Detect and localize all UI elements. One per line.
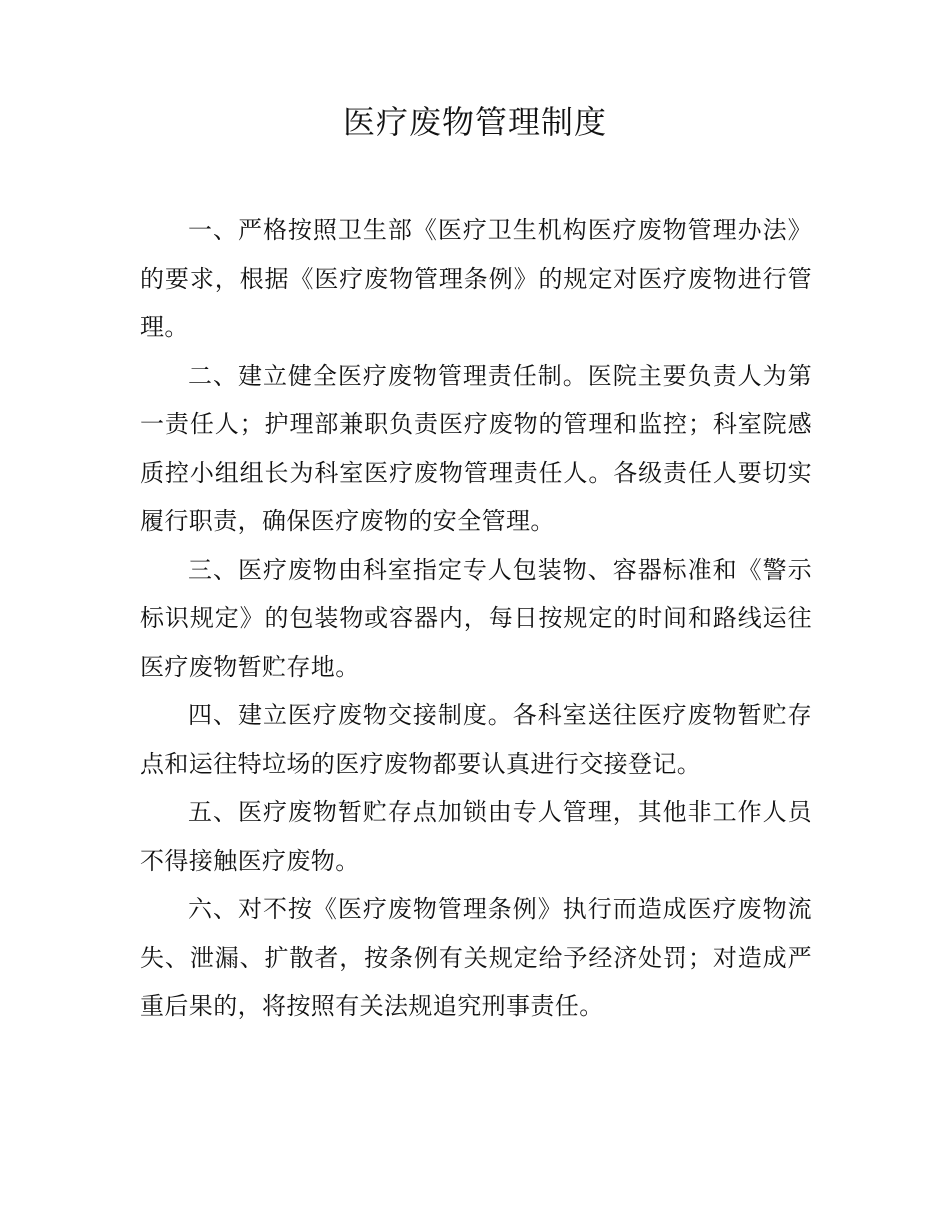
document-body [140, 206, 812, 1031]
paragraph-3: 三、医疗废物由科室指定专人包装物、容器标准和《警示标识规定》的包装物或容器内，每日按规定的时间和路线运往医疗废物暂贮存地。 [140, 555, 812, 681]
paragraph-4: 四、建立医疗废物交接制度。各科室送往医疗废物暂贮存点和运往特垃场的医疗废物都要认真进行交接登记。 [140, 701, 812, 778]
paragraph-6: 六、对不按《医疗废物管理条例》执行而造成医疗废物流失、泄漏、扩散者，按条例有关规定给予经济处罚；对造成严重后果的，将按照有关法规追究刑事责任。 [140, 895, 812, 1020]
document-title: 医疗废物管理制度 [342, 103, 607, 141]
paragraph-5: 五、医疗废物暂贮存点加锁由专人管理，其他非工作人员不得接触医疗废物。 [140, 798, 812, 875]
paragraph-1: 一、严格按照卫生部《医疗卫生机构医疗废物管理办法》的要求，根据《医疗废物管理条例》的规定对医疗废物进行管理。 [140, 216, 812, 341]
paragraph-2: 二、建立健全医疗废物管理责任制。医院主要负责人为第一责任人；护理部兼职负责医疗废物的管理和监控；科室院感质控小组组长为科室医疗废物管理责任人。各级责任人要切实履行职责，确保医疗废物的安全管理。 [140, 361, 812, 535]
